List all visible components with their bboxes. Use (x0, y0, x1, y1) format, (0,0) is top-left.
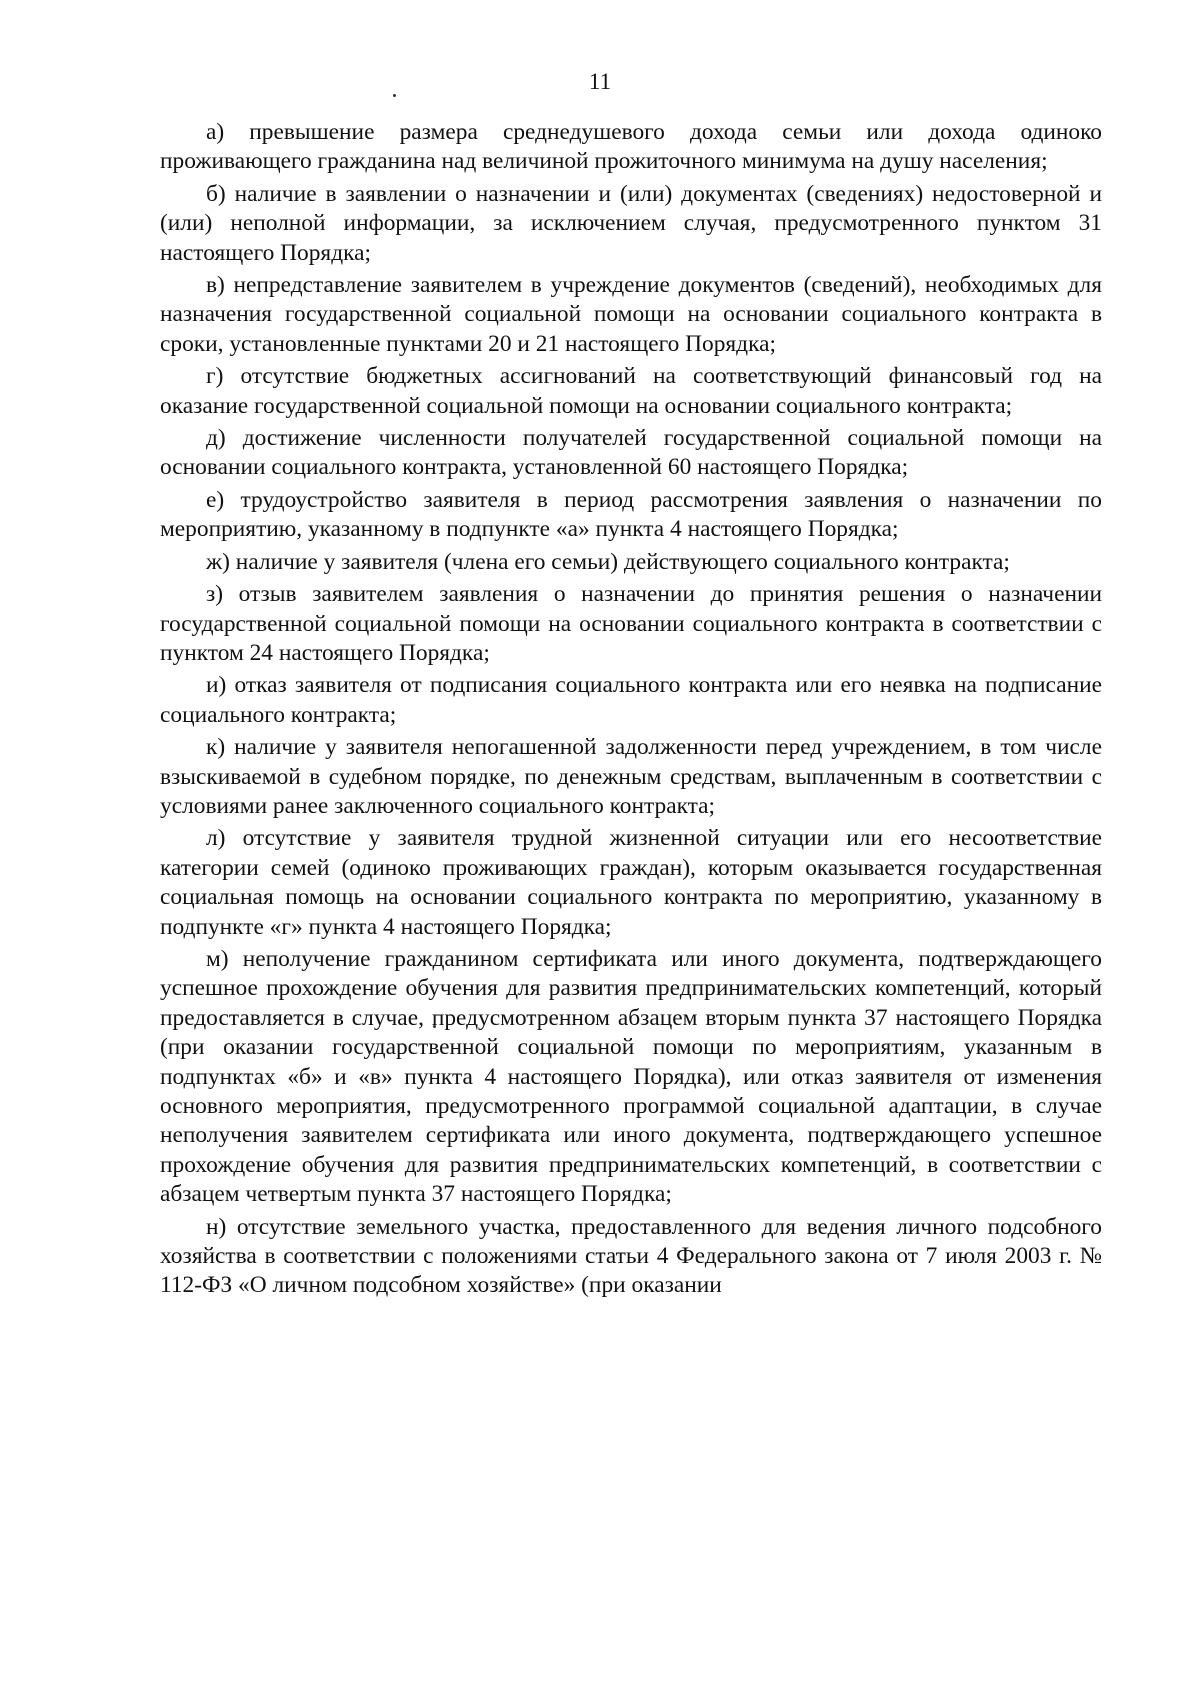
list-item-e: е) трудоустройство заявителя в период рассмотрения заявления о назначении по мероприятию, указанному в подпункте «а» пункта 4 настоящего Порядка; (160, 486, 1102, 543)
list-item-l: л) отсутствие у заявителя трудной жизненной ситуации или его несоответствие категории семей (одиноко проживающих граждан), которым оказывается государственная социальная помощь на основании социального контракта по мероприятию, указанному в подпункте «г» пункта 4 настоящего Порядка; (160, 825, 1102, 940)
scan-speck (393, 94, 396, 97)
list-item-z: з) отзыв заявителем заявления о назначении до принятия решения о назначении государственной социальной помощи на основании социального контракта в соответствии с пунктом 24 настоящего Порядка; (160, 581, 1102, 666)
list-item-d: д) достижение численности получателей государственной социальной помощи на основании социального контракта, установленной 60 настоящего Порядка; (160, 425, 1102, 481)
document-body (160, 118, 1102, 1304)
list-item-a: а) превышение размера среднедушевого дохода семьи или дохода одиноко проживающего гражданина над величиной прожиточного минимума на душу населения; (160, 119, 1102, 175)
list-item-g: г) отсутствие бюджетных ассигнований на соответствующий финансовый год на оказание государственной социальной помощи на основании социального контракта; (160, 363, 1102, 419)
list-item-zh: ж) наличие у заявителя (члена его семьи) действующего социального контракта; (206, 548, 1010, 575)
list-item-v: в) непредставление заявителем в учреждение документов (сведений), необходимых для назначения государственной социальной помощи на основании социального контракта в сроки, установленные пунктами 20 и 21 настоящего Порядка; (160, 272, 1102, 357)
list-item-m: м) неполучение гражданином сертификата или иного документа, подтверждающего успешное прохождение обучения для развития предпринимательских компетенций, который предоставляется в случае, предусмотренном абзацем вторым пункта 37 настоящего Порядка (при оказании государственной социальной помощи по мероприятиям, указанным в подпунктах «б» и «в» пункта 4 настоящего Порядка), или отказ заявителя от изменения основного мероприятия, предусмотренного программой социальной адаптации, в случае неполучения заявителем сертификата или иного документа, подтверждающего успешное прохождение обучения для развития предпринимательских компетенций, в соответствии с абзацем четвертым пункта 37 настоящего Порядка; (160, 945, 1102, 1208)
list-item-b: б) наличие в заявлении о назначении и (или) документах (сведениях) недостоверной и (или) неполной информации, за исключением случая, предусмотренного пунктом 31 настоящего Порядка; (160, 180, 1102, 266)
list-item-k: к) наличие у заявителя непогашенной задолженности перед учреждением, в том числе взыскиваемой в судебном порядке, по денежным средствам, выплаченным в соответствии с условиями ранее заключенного социального контракта; (160, 734, 1102, 819)
list-item-i: и) отказ заявителя от подписания социального контракта или его неявка на подписание социального контракта; (160, 672, 1102, 728)
page-number: 11 (588, 69, 612, 94)
list-item-n: н) отсутствие земельного участка, предоставленного для ведения личного подсобного хозяйства в соответствии с положениями статьи 4 Федерального закона от 7 июля 2003 г. № 112-ФЗ «О личном подсобном хозяйстве» (при оказании (160, 1213, 1102, 1299)
